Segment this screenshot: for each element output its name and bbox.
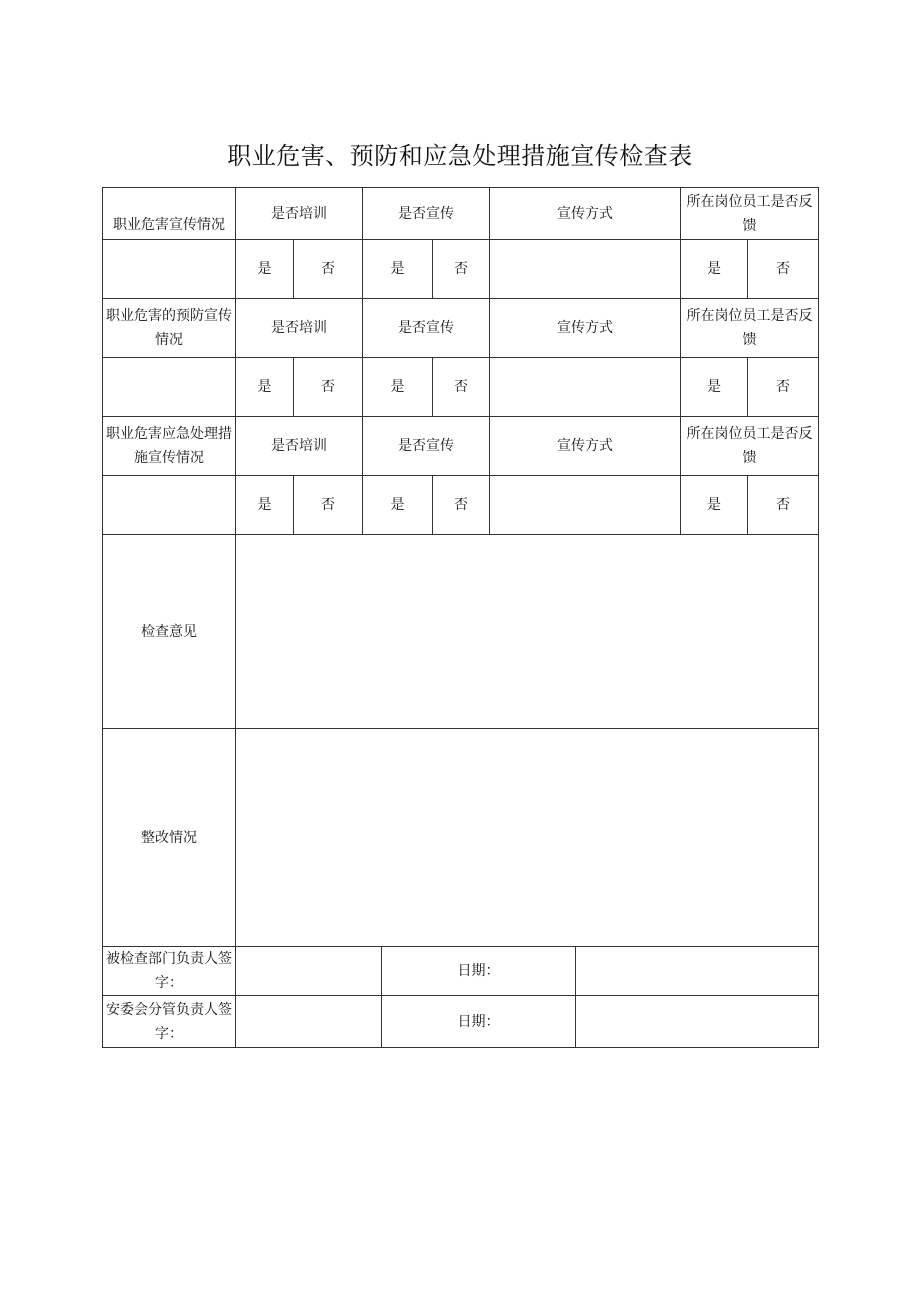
- rectification-field[interactable]: [236, 729, 819, 947]
- employee-feedback-header: 所在岗位员工是否反馈: [681, 188, 819, 240]
- safety-committee-signature-label: 安委会分管负责人签字：: [103, 996, 236, 1048]
- dept-head-signature-label: 被检查部门负责人签字：: [103, 947, 236, 996]
- section-label: 职业危害应急处理措施宣传情况: [103, 417, 236, 476]
- feedback-yes[interactable]: 是: [681, 476, 748, 535]
- employee-feedback-header: 所在岗位员工是否反馈: [681, 299, 819, 358]
- publicity-method-field[interactable]: [490, 476, 681, 535]
- training-header: 是否培训: [236, 188, 363, 240]
- publicity-no[interactable]: 否: [433, 476, 490, 535]
- feedback-no[interactable]: 否: [748, 476, 819, 535]
- publicity-yes[interactable]: 是: [363, 240, 433, 299]
- feedback-no[interactable]: 否: [748, 358, 819, 417]
- date-label: 日期：: [382, 996, 576, 1048]
- training-yes[interactable]: 是: [236, 358, 294, 417]
- employee-feedback-header: 所在岗位员工是否反馈: [681, 417, 819, 476]
- publicity-method-header: 宣传方式: [490, 299, 681, 358]
- date-field[interactable]: [576, 996, 819, 1048]
- publicity-header: 是否宣传: [363, 417, 490, 476]
- section-answer-row: [103, 476, 819, 535]
- feedback-yes[interactable]: 是: [681, 240, 748, 299]
- inspection-opinion-row: [103, 535, 819, 729]
- signature-row: [103, 947, 819, 996]
- safety-committee-signature-field[interactable]: [236, 996, 382, 1048]
- training-yes[interactable]: 是: [236, 476, 294, 535]
- training-yes[interactable]: 是: [236, 240, 294, 299]
- feedback-no[interactable]: 否: [748, 240, 819, 299]
- training-no[interactable]: 否: [294, 240, 363, 299]
- training-header: 是否培训: [236, 299, 363, 358]
- inspection-form-table: [102, 187, 819, 1048]
- blank-cell[interactable]: [103, 240, 236, 299]
- date-label: 日期：: [382, 947, 576, 996]
- publicity-method-header: 宣传方式: [490, 188, 681, 240]
- publicity-yes[interactable]: 是: [363, 476, 433, 535]
- section-answer-row: [103, 240, 819, 299]
- rectification-row: [103, 729, 819, 947]
- inspection-opinion-label: 检查意见: [103, 535, 236, 729]
- section-label: 职业危害的预防宣传情况: [103, 299, 236, 358]
- publicity-method-field[interactable]: [490, 358, 681, 417]
- publicity-no[interactable]: 否: [433, 358, 490, 417]
- training-no[interactable]: 否: [294, 476, 363, 535]
- publicity-yes[interactable]: 是: [363, 358, 433, 417]
- training-header: 是否培训: [236, 417, 363, 476]
- publicity-no[interactable]: 否: [433, 240, 490, 299]
- date-field[interactable]: [576, 947, 819, 996]
- section-label: 职业危害宣传情况: [103, 188, 236, 240]
- signature-row: [103, 996, 819, 1048]
- blank-cell[interactable]: [103, 476, 236, 535]
- feedback-yes[interactable]: 是: [681, 358, 748, 417]
- publicity-header: 是否宣传: [363, 188, 490, 240]
- section-header-row: [103, 188, 819, 240]
- form-title: 职业危害、预防和应急处理措施宣传检查表: [227, 142, 693, 170]
- rectification-label: 整改情况: [103, 729, 236, 947]
- publicity-method-field[interactable]: [490, 240, 681, 299]
- section-answer-row: [103, 358, 819, 417]
- publicity-method-header: 宣传方式: [490, 417, 681, 476]
- blank-cell[interactable]: [103, 358, 236, 417]
- section-header-row: [103, 299, 819, 358]
- section-header-row: [103, 417, 819, 476]
- publicity-header: 是否宣传: [363, 299, 490, 358]
- inspection-opinion-field[interactable]: [236, 535, 819, 729]
- training-no[interactable]: 否: [294, 358, 363, 417]
- dept-head-signature-field[interactable]: [236, 947, 382, 996]
